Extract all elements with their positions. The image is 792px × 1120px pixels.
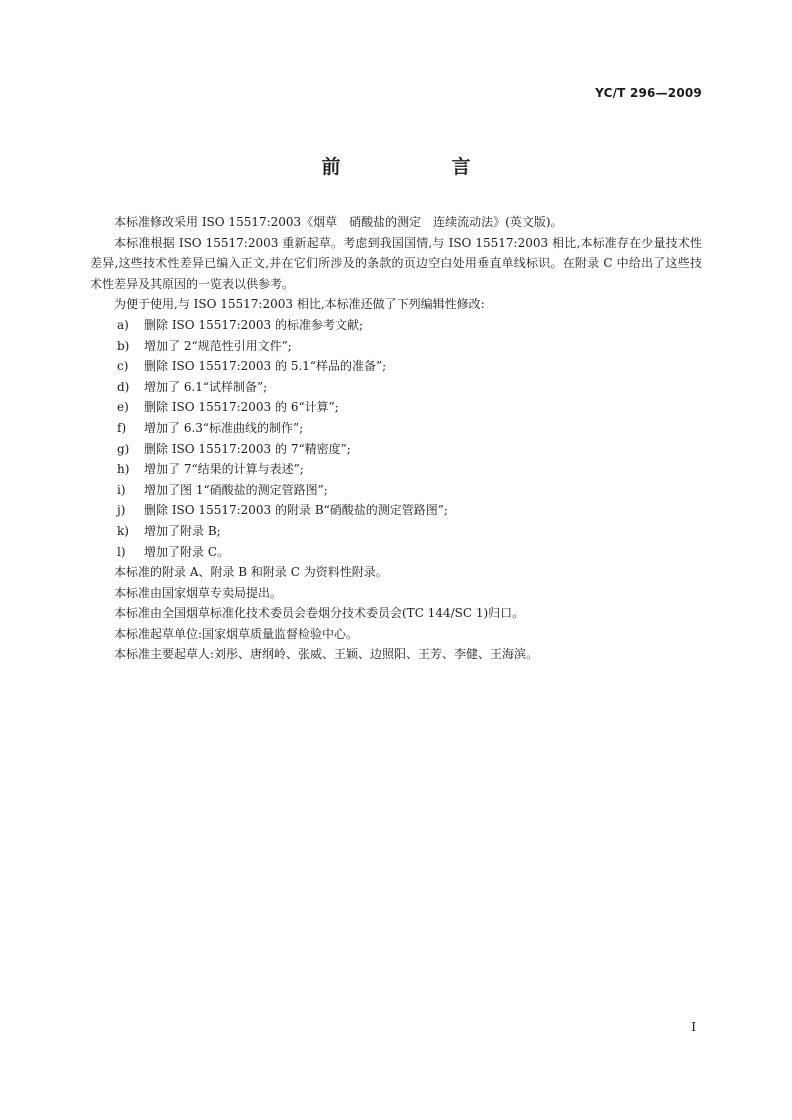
- list-item-text: 增加了附录 B;: [144, 523, 221, 538]
- editorial-changes-list: [90, 315, 702, 562]
- standard-code: YC/T 296—2009: [595, 86, 702, 100]
- intro-paragraph-adoption: 本标准修改采用 ISO 15517:2003《烟草 硝酸盐的测定 连续流动法》(英文版)。: [114, 215, 563, 229]
- closing-paragraph-proposer: 本标准由国家烟草专卖局提出。: [114, 585, 283, 600]
- page-title: 前 言: [321, 156, 517, 178]
- closing-paragraph-committee: 本标准由全国烟草标准化技术委员会卷烟分技术委员会(TC 144/SC 1)归口。: [114, 606, 525, 621]
- list-item-text: 删除 ISO 15517:2003 的标准参考文献;: [144, 317, 364, 332]
- list-item-marker: d): [117, 379, 130, 394]
- list-item: [90, 397, 702, 418]
- list-item: [90, 315, 702, 336]
- list-item: [90, 418, 702, 439]
- list-item-text: 增加了附录 C。: [144, 544, 229, 559]
- list-item-marker: l): [117, 544, 126, 559]
- page-number: I: [691, 1020, 696, 1034]
- list-item-text: 增加了图 1“硝酸盐的测定管路图”;: [144, 482, 328, 497]
- closing-paragraph-drafting-unit: 本标准起草单位:国家烟草质量监督检验中心。: [114, 626, 359, 641]
- list-item-marker: e): [117, 400, 129, 415]
- list-item: [90, 356, 702, 377]
- list-item-text: 增加了 2“规范性引用文件”;: [144, 338, 292, 353]
- list-item: [90, 377, 702, 398]
- list-item-text: 增加了 6.1“试样制备”;: [144, 379, 268, 394]
- list-item-marker: g): [117, 441, 130, 456]
- closing-paragraph-annexes: 本标准的附录 A、附录 B 和附录 C 为资料性附录。: [114, 565, 388, 580]
- document-body: [90, 212, 702, 665]
- list-item-marker: j): [117, 503, 126, 518]
- list-item-marker: c): [117, 359, 129, 374]
- list-item-text: 删除 ISO 15517:2003 的 5.1“样品的准备”;: [144, 359, 387, 374]
- list-item-marker: f): [117, 420, 127, 435]
- list-item-marker: i): [117, 482, 126, 497]
- list-item: [90, 459, 702, 480]
- intro-paragraph-differences: 本标准根据 ISO 15517:2003 重新起草。考虑到我国国情,与 ISO 15517:2003 相比,本标准存在少量技术性差异,这些技术性差异已编入正文,并在它们所涉及的条款的页边空白处用垂直单线标识。在附录 C 中给出了这些技术性差异及其原因的一览表以供参考。: [90, 235, 702, 291]
- list-item-marker: b): [117, 338, 130, 353]
- list-item: [90, 439, 702, 460]
- closing-paragraph-drafters: 本标准主要起草人:刘彤、唐纲岭、张威、王颖、边照阳、王芳、李健、王海滨。: [114, 647, 539, 662]
- list-item: [90, 542, 702, 563]
- list-item: [90, 500, 702, 521]
- list-item-marker: k): [117, 523, 129, 538]
- list-item-text: 增加了 7“结果的计算与表述”;: [144, 462, 304, 477]
- list-item-text: 删除 ISO 15517:2003 的 6“计算”;: [144, 400, 339, 415]
- list-item-text: 删除 ISO 15517:2003 的 7“精密度”;: [144, 441, 351, 456]
- list-item-text: 删除 ISO 15517:2003 的附录 B“硝酸盐的测定管路图”;: [144, 503, 448, 518]
- list-item-text: 增加了 6.3“标准曲线的制作”;: [144, 420, 304, 435]
- list-item: [90, 336, 702, 357]
- list-item-marker: h): [117, 462, 130, 477]
- list-item-marker: a): [117, 317, 129, 332]
- list-item: [90, 480, 702, 501]
- intro-paragraph-editorial: 为便于使用,与 ISO 15517:2003 相比,本标准还做了下列编辑性修改:: [114, 297, 485, 312]
- list-item: [90, 521, 702, 542]
